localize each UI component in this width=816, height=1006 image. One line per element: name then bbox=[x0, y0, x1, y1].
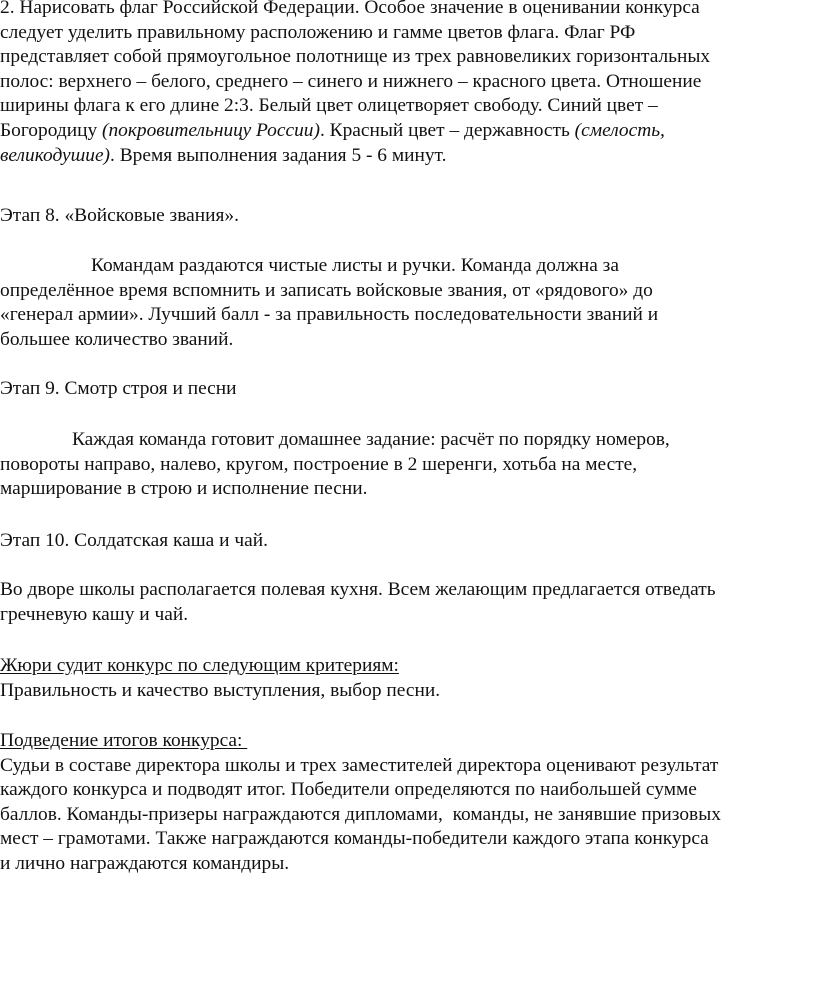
text-line: Командам раздаются чистые листы и ручки. Команда должна за bbox=[91, 255, 619, 276]
flag-paragraph bbox=[0, 0, 816, 168]
text-line: большее количество званий. bbox=[0, 328, 234, 350]
text-line: каждого конкурса и подводят итог. Победители определяются по наибольшей сумме bbox=[0, 779, 697, 801]
text-run: . Время выполнения задания 5 - 6 минут. bbox=[110, 144, 447, 166]
text-line: и лично награждаются командиры. bbox=[0, 852, 290, 874]
text-line: определённое время вспомнить и записать войсковые звания, от «рядового» до bbox=[0, 279, 653, 301]
text-line: гречневую кашу и чай. bbox=[0, 603, 189, 625]
italic-run: (смелость, bbox=[574, 119, 665, 141]
text-line bbox=[0, 119, 816, 144]
stage10-paragraph bbox=[0, 578, 816, 627]
criteria-heading: Жюри судит конкурс по следующим критериям: bbox=[0, 655, 399, 676]
stage8-paragraph bbox=[0, 254, 816, 352]
text-line: представляет собой прямоугольное полотнище из трех равновеликих горизонтальных bbox=[0, 46, 711, 68]
text-line: полос: верхнего – белого, среднего – синего и нижнего – красного цвета. Отношение bbox=[0, 70, 702, 92]
stage10-heading: Этап 10. Солдатская каша и чай. bbox=[0, 530, 268, 551]
italic-run: (покровительницу России) bbox=[102, 119, 320, 141]
stage8-heading: Этап 8. «Войсковые звания». bbox=[0, 205, 239, 226]
text-line bbox=[0, 144, 816, 169]
summary-heading: Подведение итогов конкурса: bbox=[0, 730, 248, 751]
text-line: повороты направо, налево, кругом, построение в 2 шеренги, хотьба на месте, bbox=[0, 453, 638, 475]
text-line: Судьи в составе директора школы и трех заместителей директора оценивают результат bbox=[0, 754, 719, 776]
text-line: 2. Нарисовать флаг Российской Федерации. Особое значение в оценивании конкурса bbox=[0, 0, 700, 18]
italic-run: великодушие) bbox=[0, 144, 111, 166]
text-line: Каждая команда готовит домашнее задание: расчёт по порядку номеров, bbox=[72, 429, 670, 450]
text-line: Во дворе школы располагается полевая кухня. Всем желающим предлагается отведать bbox=[0, 579, 716, 600]
text-line: следует уделить правильному расположению и гамме цветов флага. Флаг РФ bbox=[0, 21, 636, 43]
text-line: ширины флага к его длине 2:3. Белый цвет олицетворяет свободу. Синий цвет – bbox=[0, 95, 658, 117]
summary-section bbox=[0, 729, 816, 877]
text-run: Богородицу bbox=[0, 119, 102, 141]
text-line: «генерал армии». Лучший балл - за правильность последовательности званий и bbox=[0, 304, 659, 326]
text-line: марширование в строю и исполнение песни. bbox=[0, 478, 368, 500]
text-line: мест – грамотами. Также награждаются команды-победители каждого этапа конкурса bbox=[0, 828, 709, 850]
text-line: баллов. Команды-призеры награждаются дипломами, команды, не занявшие призовых bbox=[0, 803, 721, 825]
stage9-paragraph bbox=[0, 428, 816, 502]
text-line: Правильность и качество выступления, выбор песни. bbox=[0, 679, 441, 701]
criteria-section bbox=[0, 654, 816, 703]
stage9-heading: Этап 9. Смотр строя и песни bbox=[0, 378, 237, 399]
text-run: . Красный цвет – державность bbox=[319, 119, 575, 141]
